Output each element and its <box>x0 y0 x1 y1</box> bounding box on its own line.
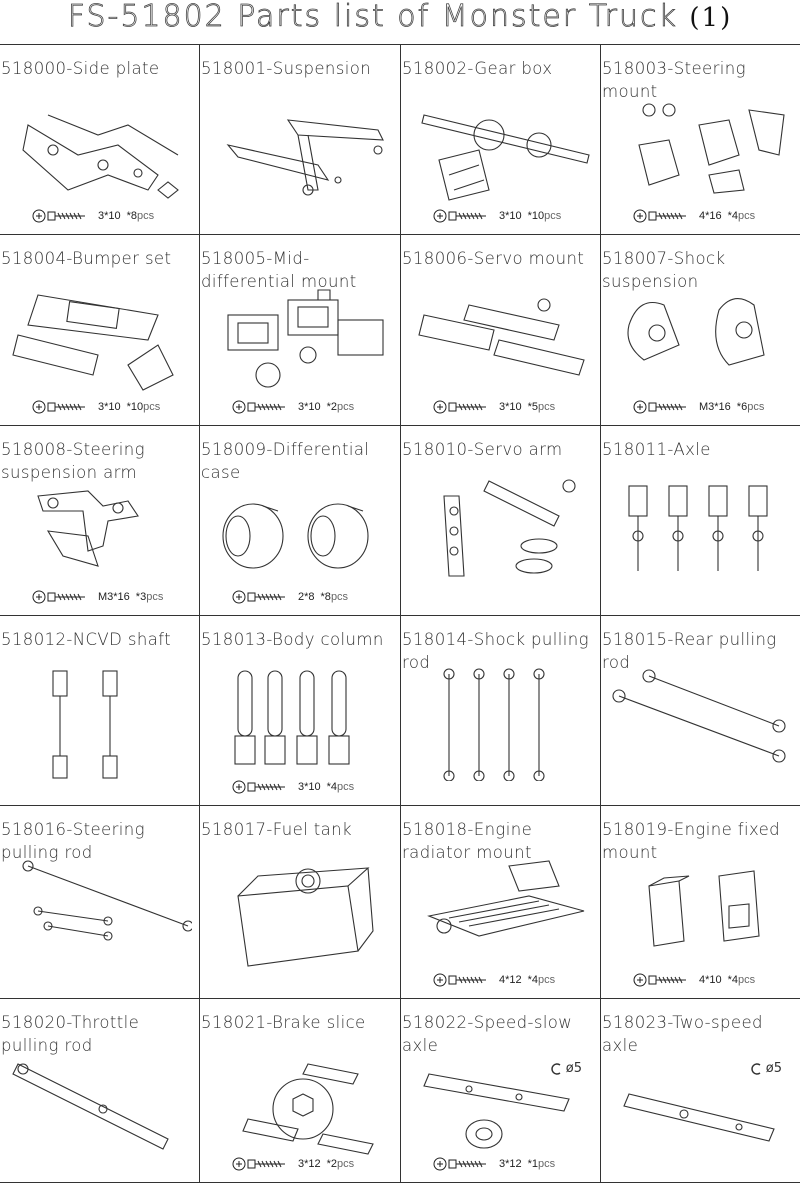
part-cell-6 <box>200 235 401 426</box>
clip-spec <box>549 1061 582 1076</box>
screw-qty: *4pcs <box>727 974 756 986</box>
screw-spec <box>633 208 755 224</box>
part-label: 518023-Two-speed axle <box>602 1013 763 1055</box>
title-text: FS-51802 Parts list of Monster Truck <box>67 0 678 34</box>
screw-size: 2*8 <box>298 591 315 603</box>
part-cell-2 <box>200 45 401 235</box>
page-title <box>0 0 800 44</box>
part-label: 518011-Axle <box>602 440 711 459</box>
screw-icon <box>32 209 92 223</box>
screw-qty: *6pcs <box>736 401 765 413</box>
screw-size: 3*10 <box>499 401 522 413</box>
screw-size: 4*12 <box>499 974 522 986</box>
side-plate-drawing <box>8 95 192 210</box>
screw-spec <box>232 1156 354 1172</box>
part-cell-1 <box>0 45 200 235</box>
title-number: (1) <box>689 3 733 33</box>
screw-icon <box>633 209 693 223</box>
part-label: 518001-Suspension <box>201 59 372 78</box>
screw-spec <box>633 399 764 415</box>
screw-size: 3*10 <box>499 210 522 222</box>
part-label: 518018-Engine radiator mount <box>402 820 533 862</box>
rear-rod-drawing <box>609 666 793 781</box>
screw-spec <box>232 779 354 795</box>
screw-qty: *10pcs <box>126 401 161 413</box>
diff-case-drawing <box>208 476 392 591</box>
screw-size: M3*16 <box>699 401 731 413</box>
part-cell-10 <box>200 426 401 616</box>
screw-qty: *5pcs <box>527 401 556 413</box>
part-cell-9 <box>0 426 200 616</box>
part-cell-12 <box>601 426 800 616</box>
servo-mount-drawing <box>409 285 593 400</box>
screw-size: 4*16 <box>699 210 722 222</box>
part-label: 518016-Steering pulling rod <box>1 820 145 862</box>
screw-qty: *10pcs <box>527 210 562 222</box>
screw-spec <box>232 399 354 415</box>
screw-spec <box>433 972 555 988</box>
shock-susp-drawing <box>609 285 793 400</box>
brake-drawing <box>208 1049 392 1164</box>
clip-spec <box>749 1061 782 1076</box>
ncvd-drawing <box>8 666 192 781</box>
part-label: 518021-Brake slice <box>201 1013 366 1032</box>
part-cell-16 <box>601 616 800 806</box>
screw-qty: *2pcs <box>326 1158 355 1170</box>
screw-icon <box>232 1157 292 1171</box>
screw-spec <box>433 208 561 224</box>
mid-diff-drawing <box>208 285 392 400</box>
part-cell-19 <box>401 806 601 999</box>
clip-size: ø5 <box>765 1061 782 1076</box>
part-cell-11 <box>401 426 601 616</box>
screw-size: 4*10 <box>699 974 722 986</box>
screw-size: 3*10 <box>98 401 121 413</box>
screw-qty: *3pcs <box>135 591 164 603</box>
steering-mount-drawing <box>609 95 793 210</box>
part-cell-7 <box>401 235 601 426</box>
part-label: 518020-Throttle pulling rod <box>1 1013 140 1055</box>
screw-spec <box>32 399 160 415</box>
steer-rod-drawing <box>8 856 192 971</box>
c-clip-icon <box>549 1062 563 1076</box>
part-label: 518003-Steering mount <box>602 59 746 101</box>
screw-qty: *4pcs <box>326 781 355 793</box>
screw-icon <box>433 400 493 414</box>
screw-icon <box>433 973 493 987</box>
part-label: 518019-Engine fixed mount <box>602 820 781 862</box>
part-label: 518014-Shock pulling rod <box>402 630 589 672</box>
part-cell-21 <box>0 999 200 1183</box>
screw-size: 3*12 <box>298 1158 321 1170</box>
part-label: 518002-Gear box <box>402 59 553 78</box>
part-cell-13 <box>0 616 200 806</box>
screw-icon <box>32 400 92 414</box>
screw-spec <box>32 208 154 224</box>
screw-size: 3*10 <box>298 401 321 413</box>
throttle-drawing <box>8 1049 192 1164</box>
part-cell-4 <box>601 45 800 235</box>
screw-icon <box>433 1157 493 1171</box>
radiator-drawing <box>409 856 593 971</box>
screw-icon <box>633 400 693 414</box>
part-label: 518009-Differential case <box>201 440 370 482</box>
shock-rod-drawing <box>409 666 593 781</box>
part-cell-14 <box>200 616 401 806</box>
part-cell-23 <box>401 999 601 1183</box>
screw-size: M3*16 <box>98 591 130 603</box>
screw-spec <box>633 972 755 988</box>
screw-qty: *8pcs <box>320 591 349 603</box>
part-label: 518022-Speed-slow axle <box>402 1013 573 1055</box>
screw-spec <box>32 589 163 605</box>
servo-arm-drawing <box>409 476 593 591</box>
screw-qty: *4pcs <box>727 210 756 222</box>
part-cell-18 <box>200 806 401 999</box>
screw-qty: *1pcs <box>527 1158 556 1170</box>
screw-size: 3*12 <box>499 1158 522 1170</box>
clip-size: ø5 <box>565 1061 582 1076</box>
screw-spec <box>433 399 555 415</box>
part-label: 518007-Shock suspension <box>602 249 726 291</box>
body-column-drawing <box>208 666 392 781</box>
part-label: 518000-Side plate <box>1 59 160 78</box>
part-cell-22 <box>200 999 401 1183</box>
screw-qty: *2pcs <box>326 401 355 413</box>
screw-icon <box>32 590 92 604</box>
part-label: 518012-NCVD shaft <box>1 630 171 649</box>
gear-box-drawing <box>409 95 593 210</box>
engine-mount-drawing <box>609 856 793 971</box>
screw-icon <box>232 590 292 604</box>
part-label: 518004-Bumper set <box>1 249 172 268</box>
screw-qty: *8pcs <box>126 210 155 222</box>
part-cell-20 <box>601 806 800 999</box>
screw-spec <box>232 589 348 605</box>
part-cell-8 <box>601 235 800 426</box>
suspension-drawing <box>208 95 392 210</box>
screw-icon <box>232 400 292 414</box>
part-label: 518010-Servo arm <box>402 440 563 459</box>
screw-icon <box>232 780 292 794</box>
screw-icon <box>633 973 693 987</box>
screw-qty: *4pcs <box>527 974 556 986</box>
steer-arm-drawing <box>8 476 192 591</box>
screw-size: 3*10 <box>298 781 321 793</box>
part-cell-24 <box>601 999 800 1183</box>
fuel-tank-drawing <box>208 856 392 971</box>
screw-icon <box>433 209 493 223</box>
axle-drawing <box>609 476 793 591</box>
part-label: 518013-Body column <box>201 630 384 649</box>
part-label: 518005-Mid-differential mount <box>201 249 357 291</box>
part-label: 518006-Servo mount <box>402 249 585 268</box>
screw-size: 3*10 <box>98 210 121 222</box>
part-label: 518017-Fuel tank <box>201 820 352 839</box>
part-label: 518008-Steering suspension arm <box>1 440 145 482</box>
c-clip-icon <box>749 1062 763 1076</box>
screw-spec <box>433 1156 555 1172</box>
part-cell-5 <box>0 235 200 426</box>
part-cell-15 <box>401 616 601 806</box>
bumper-drawing <box>8 285 192 400</box>
parts-grid <box>0 44 800 1182</box>
part-label: 518015-Rear pulling rod <box>602 630 777 672</box>
part-cell-17 <box>0 806 200 999</box>
part-cell-3 <box>401 45 601 235</box>
